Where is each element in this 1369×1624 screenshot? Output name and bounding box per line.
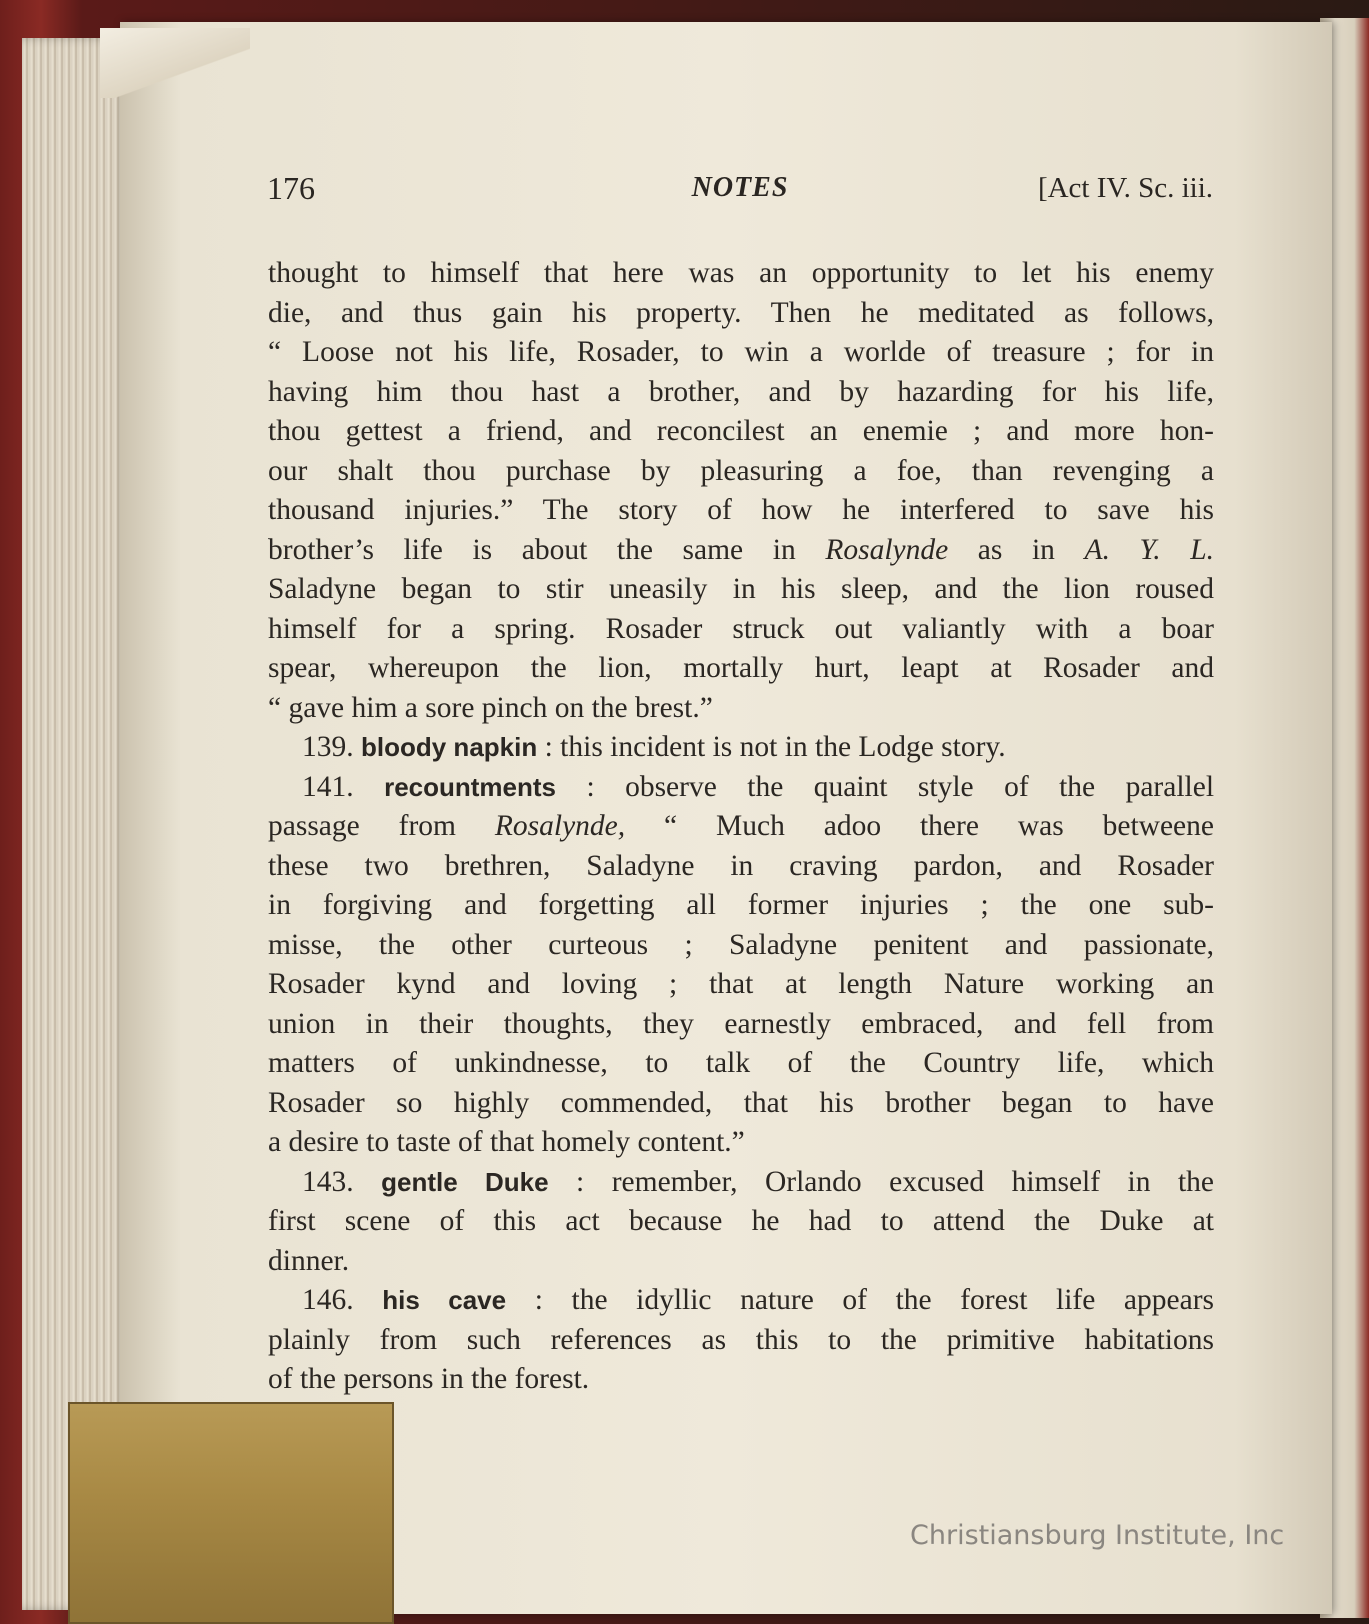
note-143: 143. gentle Duke : remember, Orlando excused himself in the xyxy=(302,1165,1215,1198)
brass-clip xyxy=(68,1402,394,1624)
note-146: 146. his cave : the idyllic nature of the forest life appears xyxy=(302,1284,1214,1316)
text-line: having him thou hast a brother, and by hazarding for his life, xyxy=(268,375,1214,408)
text-line: spear, whereupon the lion, mortally hurt, leapt at Rosader and xyxy=(268,652,1214,684)
text-line: “ Loose not his life, Rosader, to win a worlde of treasure ; for in xyxy=(268,336,1214,368)
text-line: matters of unkindnesse, to talk of the Country life, which xyxy=(268,1047,1214,1079)
text-line: these two brethren, Saladyne in craving pardon, and Rosader xyxy=(268,849,1214,882)
page-number: 176 xyxy=(267,170,315,206)
text-line: Rosader so highly commended, that his brother began to have xyxy=(268,1086,1214,1119)
text-line: misse, the other curteous ; Saladyne penitent and passionate, xyxy=(268,928,1214,961)
header-section: [Act IV. Sc. iii. xyxy=(1037,172,1213,204)
note-139: 139. bloody napkin : this incident is not in the Lodge story. xyxy=(302,731,1006,763)
text-line: die, and thus gain his property. Then he meditated as follows, xyxy=(268,296,1214,329)
text-line: passage from Rosalynde, “ Much adoo there was betweene xyxy=(268,810,1214,842)
text-line: union in their thoughts, they earnestly embraced, and fell from xyxy=(268,1007,1214,1040)
text-line: dinner. xyxy=(268,1244,350,1277)
text-line: brother’s life is about the same in Rosalynde as in A. Y. L. xyxy=(268,533,1215,566)
header-title: NOTES xyxy=(691,172,789,203)
text-line: thou gettest a friend, and reconcilest an enemie ; and more hon- xyxy=(268,415,1214,447)
watermark: Christiansburg Institute, Inc xyxy=(910,1520,1285,1551)
text-line: in forgiving and forgetting all former injuries ; the one sub- xyxy=(268,889,1214,921)
text-line: a desire to taste of that homely content.” xyxy=(268,1126,745,1158)
body-text xyxy=(268,254,1214,1400)
note-141: 141. recountments : observe the quaint style of the parallel xyxy=(302,770,1215,803)
text-line: thought to himself that here was an opportunity to let his enemy xyxy=(268,257,1214,289)
text-line: of the persons in the forest. xyxy=(268,1363,590,1395)
text-line: “ gave him a sore pinch on the brest.” xyxy=(268,691,713,724)
text-line: our shalt thou purchase by pleasuring a foe, than revenging a xyxy=(268,454,1214,487)
text-line: thousand injuries.” The story of how he interfered to save his xyxy=(268,494,1214,526)
text-line: Rosader kynd and loving ; that at length Nature working an xyxy=(268,968,1214,1000)
running-header xyxy=(267,170,1213,216)
text-line: himself for a spring. Rosader struck out valiantly with a boar xyxy=(268,612,1214,645)
text-line: first scene of this act because he had to attend the Duke at xyxy=(268,1205,1214,1237)
page-corner-fold xyxy=(100,28,250,98)
text-line: plainly from such references as this to the primitive habitations xyxy=(268,1323,1214,1356)
text-line: Saladyne began to stir uneasily in his sleep, and the lion roused xyxy=(268,573,1214,605)
